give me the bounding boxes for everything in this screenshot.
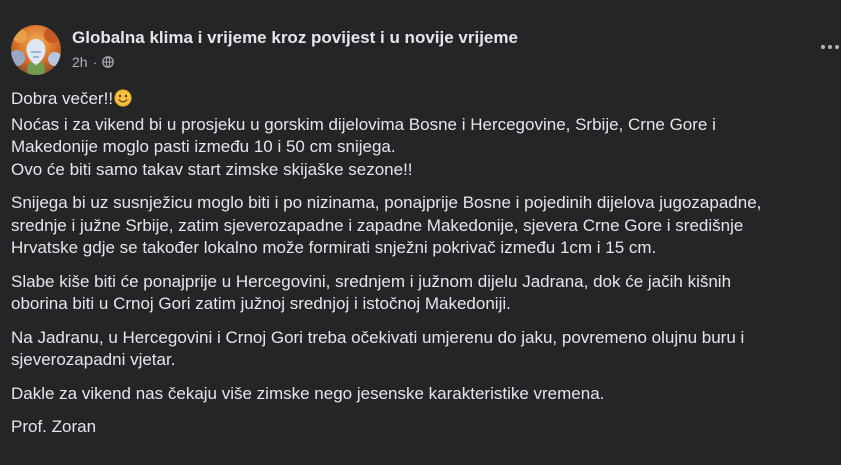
globe-icon[interactable] — [102, 56, 114, 68]
post-paragraph — [11, 192, 839, 260]
post-timestamp[interactable]: 2h — [72, 54, 88, 70]
page-avatar-image — [11, 25, 61, 75]
post-text-line: Ovo će biti samo takav start zimske skijaške sezone!! — [11, 159, 413, 179]
post-text-line: Dobra večer!! — [11, 88, 839, 114]
page-name[interactable]: Globalna klima i vrijeme kroz povijest i u novije vrijeme — [72, 28, 518, 47]
post-paragraph — [11, 88, 839, 181]
post-paragraph — [11, 383, 839, 406]
post-signature — [11, 416, 839, 439]
smiling-face-emoji-icon — [114, 89, 132, 114]
post-text-line: sjeverozapadni vjetar. — [11, 350, 176, 369]
post-text-line: Makedonije moglo pasti između 10 i 50 cm snijega. — [11, 137, 396, 156]
post-header — [11, 25, 841, 77]
page-avatar[interactable] — [11, 25, 61, 75]
post-text-line: Hrvatske gdje se također lokalno može formirati snježni pokrivač između 1cm i 15 cm. — [11, 238, 657, 257]
meta-separator: · — [92, 54, 98, 70]
post-text-line: Slabe kiše biti će ponajprije u Hercegovini, srednjem i južnom dijelu Jadrana, dok će jačih kišnih — [11, 271, 732, 291]
post-text-line: Na Jadranu, u Hercegovini i Crnoj Gori treba očekivati umjerenu do jaku, povremeno olujnu buru i — [11, 327, 745, 347]
post-paragraph — [11, 271, 839, 316]
post-text-line: oborina biti u Crnoj Gori zatim južnoj srednjoj i istočnoj Makedoniji. — [11, 294, 511, 313]
more-options-button[interactable] — [816, 35, 841, 59]
post-meta — [72, 53, 114, 71]
post-body — [11, 88, 839, 450]
post-text-line: srednje i južne Srbije, zatim sjeverozapadne i zapadne Makedonije, sjevera Crne Gore i središnje — [11, 215, 744, 235]
post-paragraph — [11, 327, 839, 372]
more-options-icon — [820, 44, 840, 50]
post-text-line: Noćas i za vikend bi u prosjeku u gorskim dijelovima Bosne i Hercegovine, Srbije, Crne Gore i — [11, 114, 716, 134]
post-text-line: Prof. Zoran — [11, 417, 97, 436]
post-text-line: Snijega bi uz susnježicu moglo biti i po nizinama, ponajprije Bosne i pojedinih dijelova jugozapadne, — [11, 193, 762, 212]
post-text-line: Dakle za vikend nas čekaju više zimske nego jesenske karakteristike vremena. — [11, 383, 605, 403]
